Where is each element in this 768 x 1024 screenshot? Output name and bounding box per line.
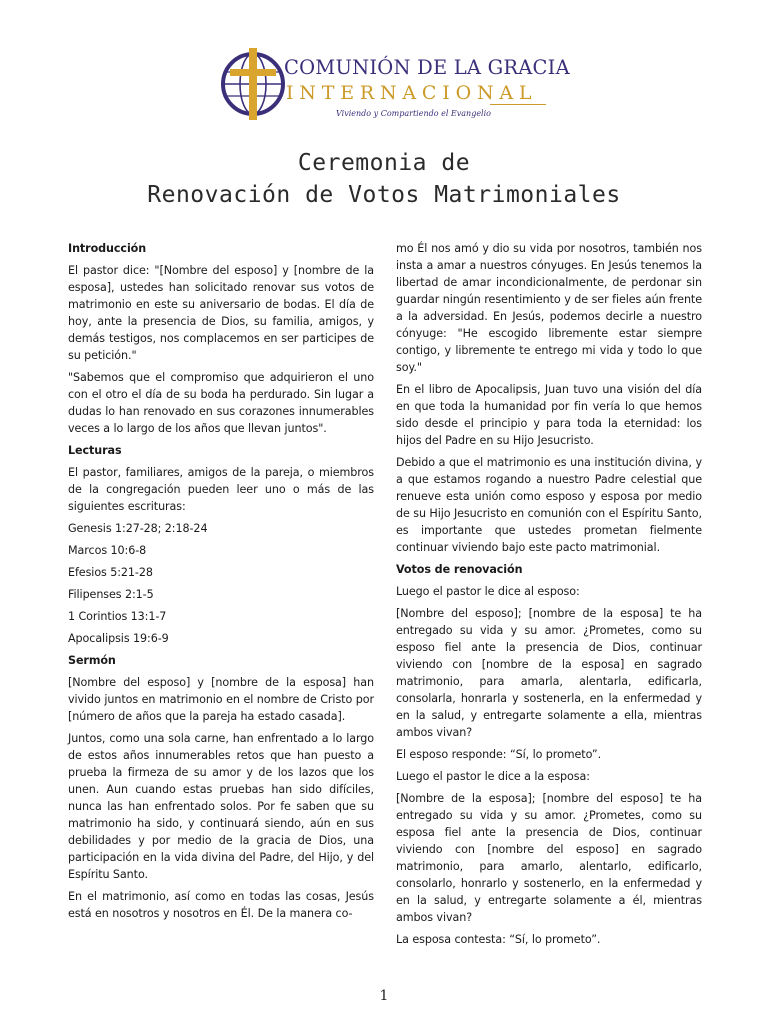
section-heading-introduccion: Introducción — [68, 242, 147, 255]
section-heading-sermon: Sermón — [68, 654, 116, 667]
paragraph: El pastor, familiares, amigos de la pareja, o miembros de la congregación pueden leer uno o más de las siguientes escrituras: — [68, 466, 374, 513]
document-title-line-2: Renovación de Votos Matrimoniales — [147, 182, 621, 208]
logo-tagline: Viviendo y Compartiendo el Evangelio — [336, 109, 491, 118]
paragraph: En el matrimonio, así como en todas las cosas, Jesús está en nosotros y nosotros en Él. De la manera co- — [68, 890, 374, 920]
paragraph: Luego el pastor le dice al esposo: — [396, 585, 580, 598]
globe-cross-icon — [220, 44, 286, 124]
paragraph: Debido a que el matrimonio es una institución divina, y a que estamos rogando a nuestro Padre celestial que renueve esta unión como esposo y esposa por medio de su Hijo Jesucristo en comunión con el Espíritu Santo, es importante que ustedes prometan fielmente continuar viviendo bajo este pacto matrimonial. — [396, 456, 702, 554]
reading-reference: Marcos 10:6-8 — [68, 544, 147, 557]
right-column — [396, 240, 702, 953]
paragraph: [Nombre del esposo] y [nombre de la esposa] han vivido juntos en matrimonio en el nombre de Cristo por [número de años que la pareja ha estado casada]. — [68, 676, 374, 723]
section-heading-lecturas: Lecturas — [68, 444, 122, 457]
paragraph: Juntos, como una sola carne, han enfrentado a lo largo de estos años innumerables retos que han puesto a prueba la firmeza de su amor y de los lazos que los unen. Aun cuando estas pruebas han sido difíciles, nunca las han enfrentado solos. Por fe saben que su matrimonio ha sido, y continuará siendo, aún en sus debilidades y por medio de la gracia de Dios, una participación en la vida divina del Padre, del Hijo, y del Espíritu Santo. — [68, 732, 374, 881]
paragraph: Luego el pastor le dice a la esposa: — [396, 770, 590, 783]
reading-reference: Efesios 5:21-28 — [68, 566, 153, 579]
reading-reference: Filipenses 2:1-5 — [68, 588, 154, 601]
paragraph: El esposo responde: “Sí, lo prometo”. — [396, 748, 602, 761]
paragraph: En el libro de Apocalipsis, Juan tuvo una visión del día en que toda la humanidad por fin vería lo que hemos sido desde el principio y para toda la eternidad: los hijos del Padre en su Hijo Jesucristo. — [396, 383, 702, 447]
page-number: 1 — [379, 988, 389, 1004]
organization-logo — [220, 44, 570, 126]
reading-reference: 1 Corintios 13:1-7 — [68, 610, 167, 623]
paragraph: La esposa contesta: “Sí, lo prometo”. — [396, 933, 601, 946]
reading-reference: Genesis 1:27-28; 2:18-24 — [68, 522, 208, 535]
logo-title: COMUNIÓN DE LA GRACIA — [284, 56, 570, 79]
document-title-line-1: Ceremonia de — [297, 150, 471, 176]
paragraph: "Sabemos que el compromiso que adquirieron el uno con el otro el día de su boda ha perdurado. Sin lugar a dudas lo han renovado en sus corazones innumerables veces a lo largo de los años que llevan juntos". — [68, 371, 374, 435]
logo-rule — [490, 104, 546, 105]
paragraph: [Nombre de la esposa]; [nombre del esposo] te ha entregado su vida y su amor. ¿Prometes, como su esposa fiel ante la presencia de Dios, continuar viviendo con [nombre del esposo] en sagrado matrimonio, para amarlo, alentarlo, edificarlo, consolarlo, honrarlo y sostenerlo, en la enfermedad y en la salud, y entregarte solamente a él, mientras ambos vivan? — [396, 792, 702, 924]
left-column — [68, 240, 374, 927]
reading-reference: Apocalipsis 19:6-9 — [68, 632, 169, 645]
section-heading-votos: Votos de renovación — [396, 563, 523, 576]
paragraph: El pastor dice: "[Nombre del esposo] y [nombre de la esposa], ustedes han solicitado renovar sus votos de matrimonio en este su aniversario de bodas. El día de hoy, ante la presencia de Dios, su familia, amigos, y demás testigos, nos complacemos en ser participes de su petición." — [68, 264, 374, 362]
logo-subtitle: INTERNACIONAL — [286, 82, 538, 104]
paragraph: [Nombre del esposo]; [nombre de la esposa] te ha entregado su vida y su amor. ¿Prometes, como su esposo fiel ante la presencia de Dios, continuar viviendo con [nombre de la esposa] en sagrado matrimonio, para amarla, alentarla, edificarla, consolarla, honrarla y sostenerla, en la enfermedad y en la salud, y entregarte solamente a ella, mientras ambos vivan? — [396, 607, 702, 739]
paragraph: mo Él nos amó y dio su vida por nosotros, también nos insta a amar a nuestros cónyuges. En Jesús tenemos la libertad de amar incondicionalmente, de perdonar sin guardar ningún resentimiento y de ser fieles aún frente a la adversidad. En Jesús, podemos decirle a nuestro cónyuge: "He escogido libremente estar siempre contigo, y libremente te entrego mi vida y todo lo que soy." — [396, 242, 702, 374]
